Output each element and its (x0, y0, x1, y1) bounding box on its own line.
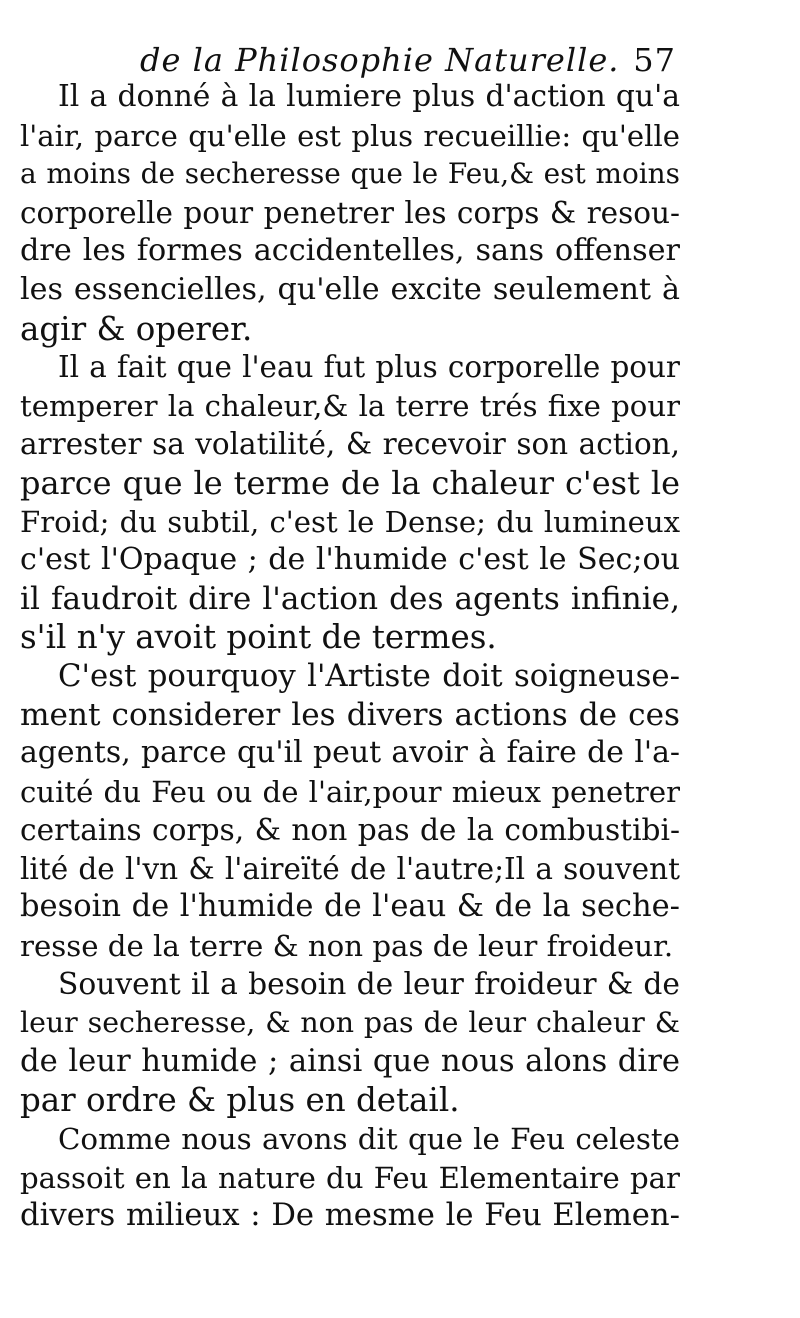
text-line: besoin de l'humide de l'eau & de la seche- (20, 889, 680, 925)
text-line: ment considerer les divers actions de ces (20, 696, 680, 733)
text-line: certains corps, & non pas de la combustibi- (20, 812, 680, 848)
text-line: Froid; du subtil, c'est le Dense; du lumineux (20, 504, 680, 539)
text-line: arrester sa volatilité, & recevoir son action, (20, 427, 680, 462)
text-line: agents, parce qu'il peut avoir à faire de l'a- (20, 735, 680, 771)
running-header (140, 40, 700, 80)
text-line: Comme nous avons dit que le Feu celeste (58, 1122, 680, 1157)
page-number: 57 (633, 41, 676, 79)
text-line: lité de l'vn & l'aireïté de l'autre;Il a souvent (20, 851, 680, 886)
text-line: passoit en la nature du Feu Elementaire par (20, 1160, 680, 1195)
text-line: dre les formes accidentelles, sans offenser (20, 233, 680, 269)
text-line: par ordre & plus en detail. (20, 1081, 460, 1120)
text-line: c'est l'Opaque ; de l'humide c'est le Sec;ou (20, 542, 680, 578)
text-line: les essencielles, qu'elle excite seulement à (20, 271, 680, 307)
text-line: agir & operer. (20, 309, 253, 348)
text-line: a moins de secheresse que le Feu,& est moins (20, 157, 680, 191)
text-line: C'est pourquoy l'Artiste doit soigneuse- (58, 657, 680, 694)
text-line: Souvent il a besoin de leur froideur & de (58, 966, 680, 1002)
paragraph (20, 78, 680, 348)
text-line: s'il n'y avoit point de termes. (20, 618, 497, 657)
text-line: Il a fait que l'eau fut plus corporelle pour (58, 350, 680, 385)
text-line: leur secheresse, & non pas de leur chaleur & (20, 1006, 680, 1040)
text-line: cuité du Feu ou de l'air,pour mieux penetrer (20, 774, 680, 809)
text-line: Il a donné à la lumiere plus d'action qu'a (58, 79, 680, 114)
paragraph (20, 1120, 680, 1236)
body-text (20, 78, 680, 1236)
paragraph (20, 657, 680, 966)
text-line: parce que le terme de la chaleur c'est le (20, 463, 680, 502)
paragraph (20, 966, 680, 1120)
text-line: de leur humide ; ainsi que nous alons dire (20, 1043, 680, 1079)
text-line: divers milieux : De mesme le Feu Elemen- (20, 1198, 680, 1234)
text-line: temperer la chaleur,& la terre trés fixe pour (20, 388, 680, 423)
text-line: il faudroit dire l'action des agents infinie, (20, 580, 680, 617)
text-line: l'air, parce qu'elle est plus recueillie: qu'elle (20, 118, 680, 153)
paragraph (20, 348, 680, 657)
text-line: corporelle pour penetrer les corps & resou- (20, 195, 680, 230)
text-line: resse de la terre & non pas de leur froideur. (20, 929, 674, 964)
running-title: de la Philosophie Naturelle. (140, 41, 620, 79)
